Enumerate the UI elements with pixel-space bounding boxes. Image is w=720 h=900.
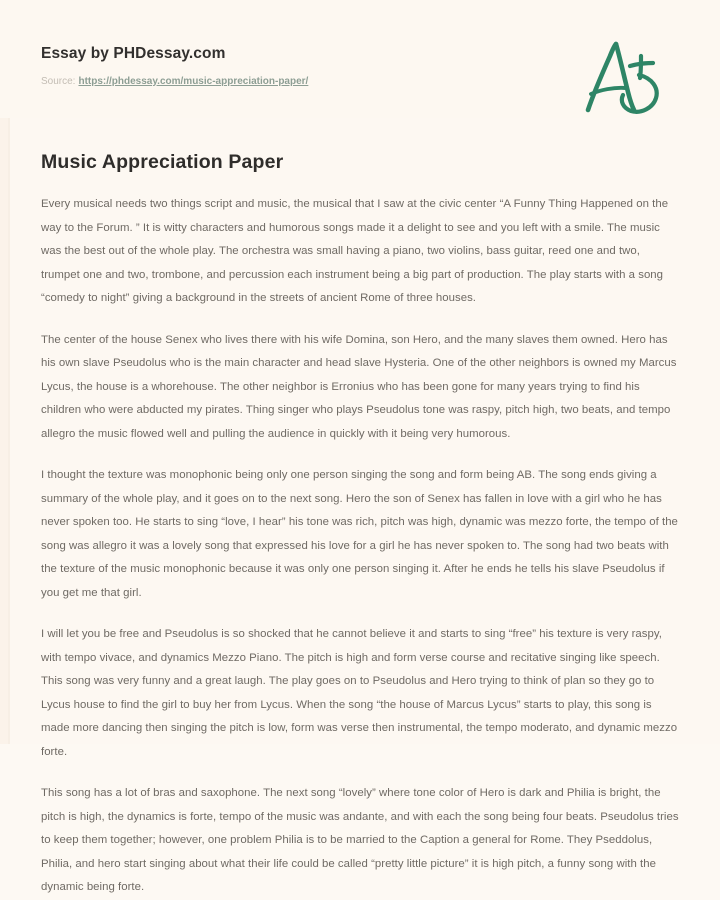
byline: Essay by PHDessay.com — [41, 45, 226, 62]
page-header — [0, 0, 720, 118]
essay-paragraph: The center of the house Senex who lives there with his wife Domina, son Hero, and the many slaves them owned. Hero has his own slave Pseudolus who is the main character and head slave Hysteria. One of the other neighbors is owned my Marcus Lycus, the house is a whorehouse. The other neighbor is Erronius who has been gone for many years trying to find his children who were abducted my pirates. Thing singer who plays Pseudolus tone was raspy, pitch high, two beats, and tempo allegro the music flowed well and pulling the audience in quickly with it being very humorous. — [41, 333, 677, 440]
essay-paragraph: Every musical needs two things script and music, the musical that I saw at the civic center “A Funny Thing Happened on the way to the Forum. ” It is witty characters and humorous songs made it a delight to see and you left with a smile. The music was the best out of the whole play. The orchestra was small having a piano, two violins, bass guitar, reed one and two, trumpet one and two, trombone, and percussion each instrument being a big part of production. The play starts with a song “comedy to night” giving a background in the streets of ancient Rome of three houses. — [41, 198, 669, 305]
essay-content — [41, 150, 679, 900]
page-title: Music Appreciation Paper — [41, 151, 284, 173]
essay-paragraph: This song has a lot of bras and saxophone. The next song “lovely” where tone color of Hero is dark and Philia is bright, the pitch is high, the dynamics is forte, tempo of the music was andante, and with each the song being four beats. Pseudolus tries to keep them together; however, one problem Philia is to be married to the Caption a general for Rome. They Pseddolus, Philia, and hero start singing about what their life could be called “pretty little picture” it is high pitch, a funny song with the dynamic being forte. — [41, 787, 679, 894]
header-text-block — [41, 45, 641, 88]
source-url-link[interactable]: https://phdessay.com/music-appreciation-paper/ — [78, 75, 309, 87]
source-label: Source: — [41, 75, 76, 87]
essay-paragraph: I will let you be free and Pseudolus is so shocked that he cannot believe it and starts to sing “free” his texture is very raspy, with tempo vivace, and dynamics Mezzo Piano. The pitch is high and form verse course and recitative singing like speech. This song was very funny and a great laugh. The play goes on to Pseudolus and Hero trying to think of plan so they go to Lycus house to find the girl to buy her from Lycus. When the song “the house of Marcus Lycus” starts to play, this song is made more dancing then singing the pitch is low, form was verse then instrumental, the tempo moderato, and dynamic mezzo forte. — [41, 628, 678, 758]
source-row — [41, 75, 641, 88]
essay-paragraph: I thought the texture was monophonic being only one person singing the song and form being AB. The song ends giving a summary of the whole play, and it goes on to the next song. Hero the son of Senex has fallen in love with a girl who he has never spoken too. He starts to sing “love, I hear” his tone was rich, pitch was high, dynamic was mezzo forte, the tempo of the song was allegro it was a lovely song that expressed his love for a girl he has never spoken to. The song had two beats with the texture of the music monophonic because it was only one person singing it. After he ends he tells his slave Pseudolus if you get me that girl. — [41, 469, 678, 599]
a-plus-grade-icon — [578, 32, 664, 122]
